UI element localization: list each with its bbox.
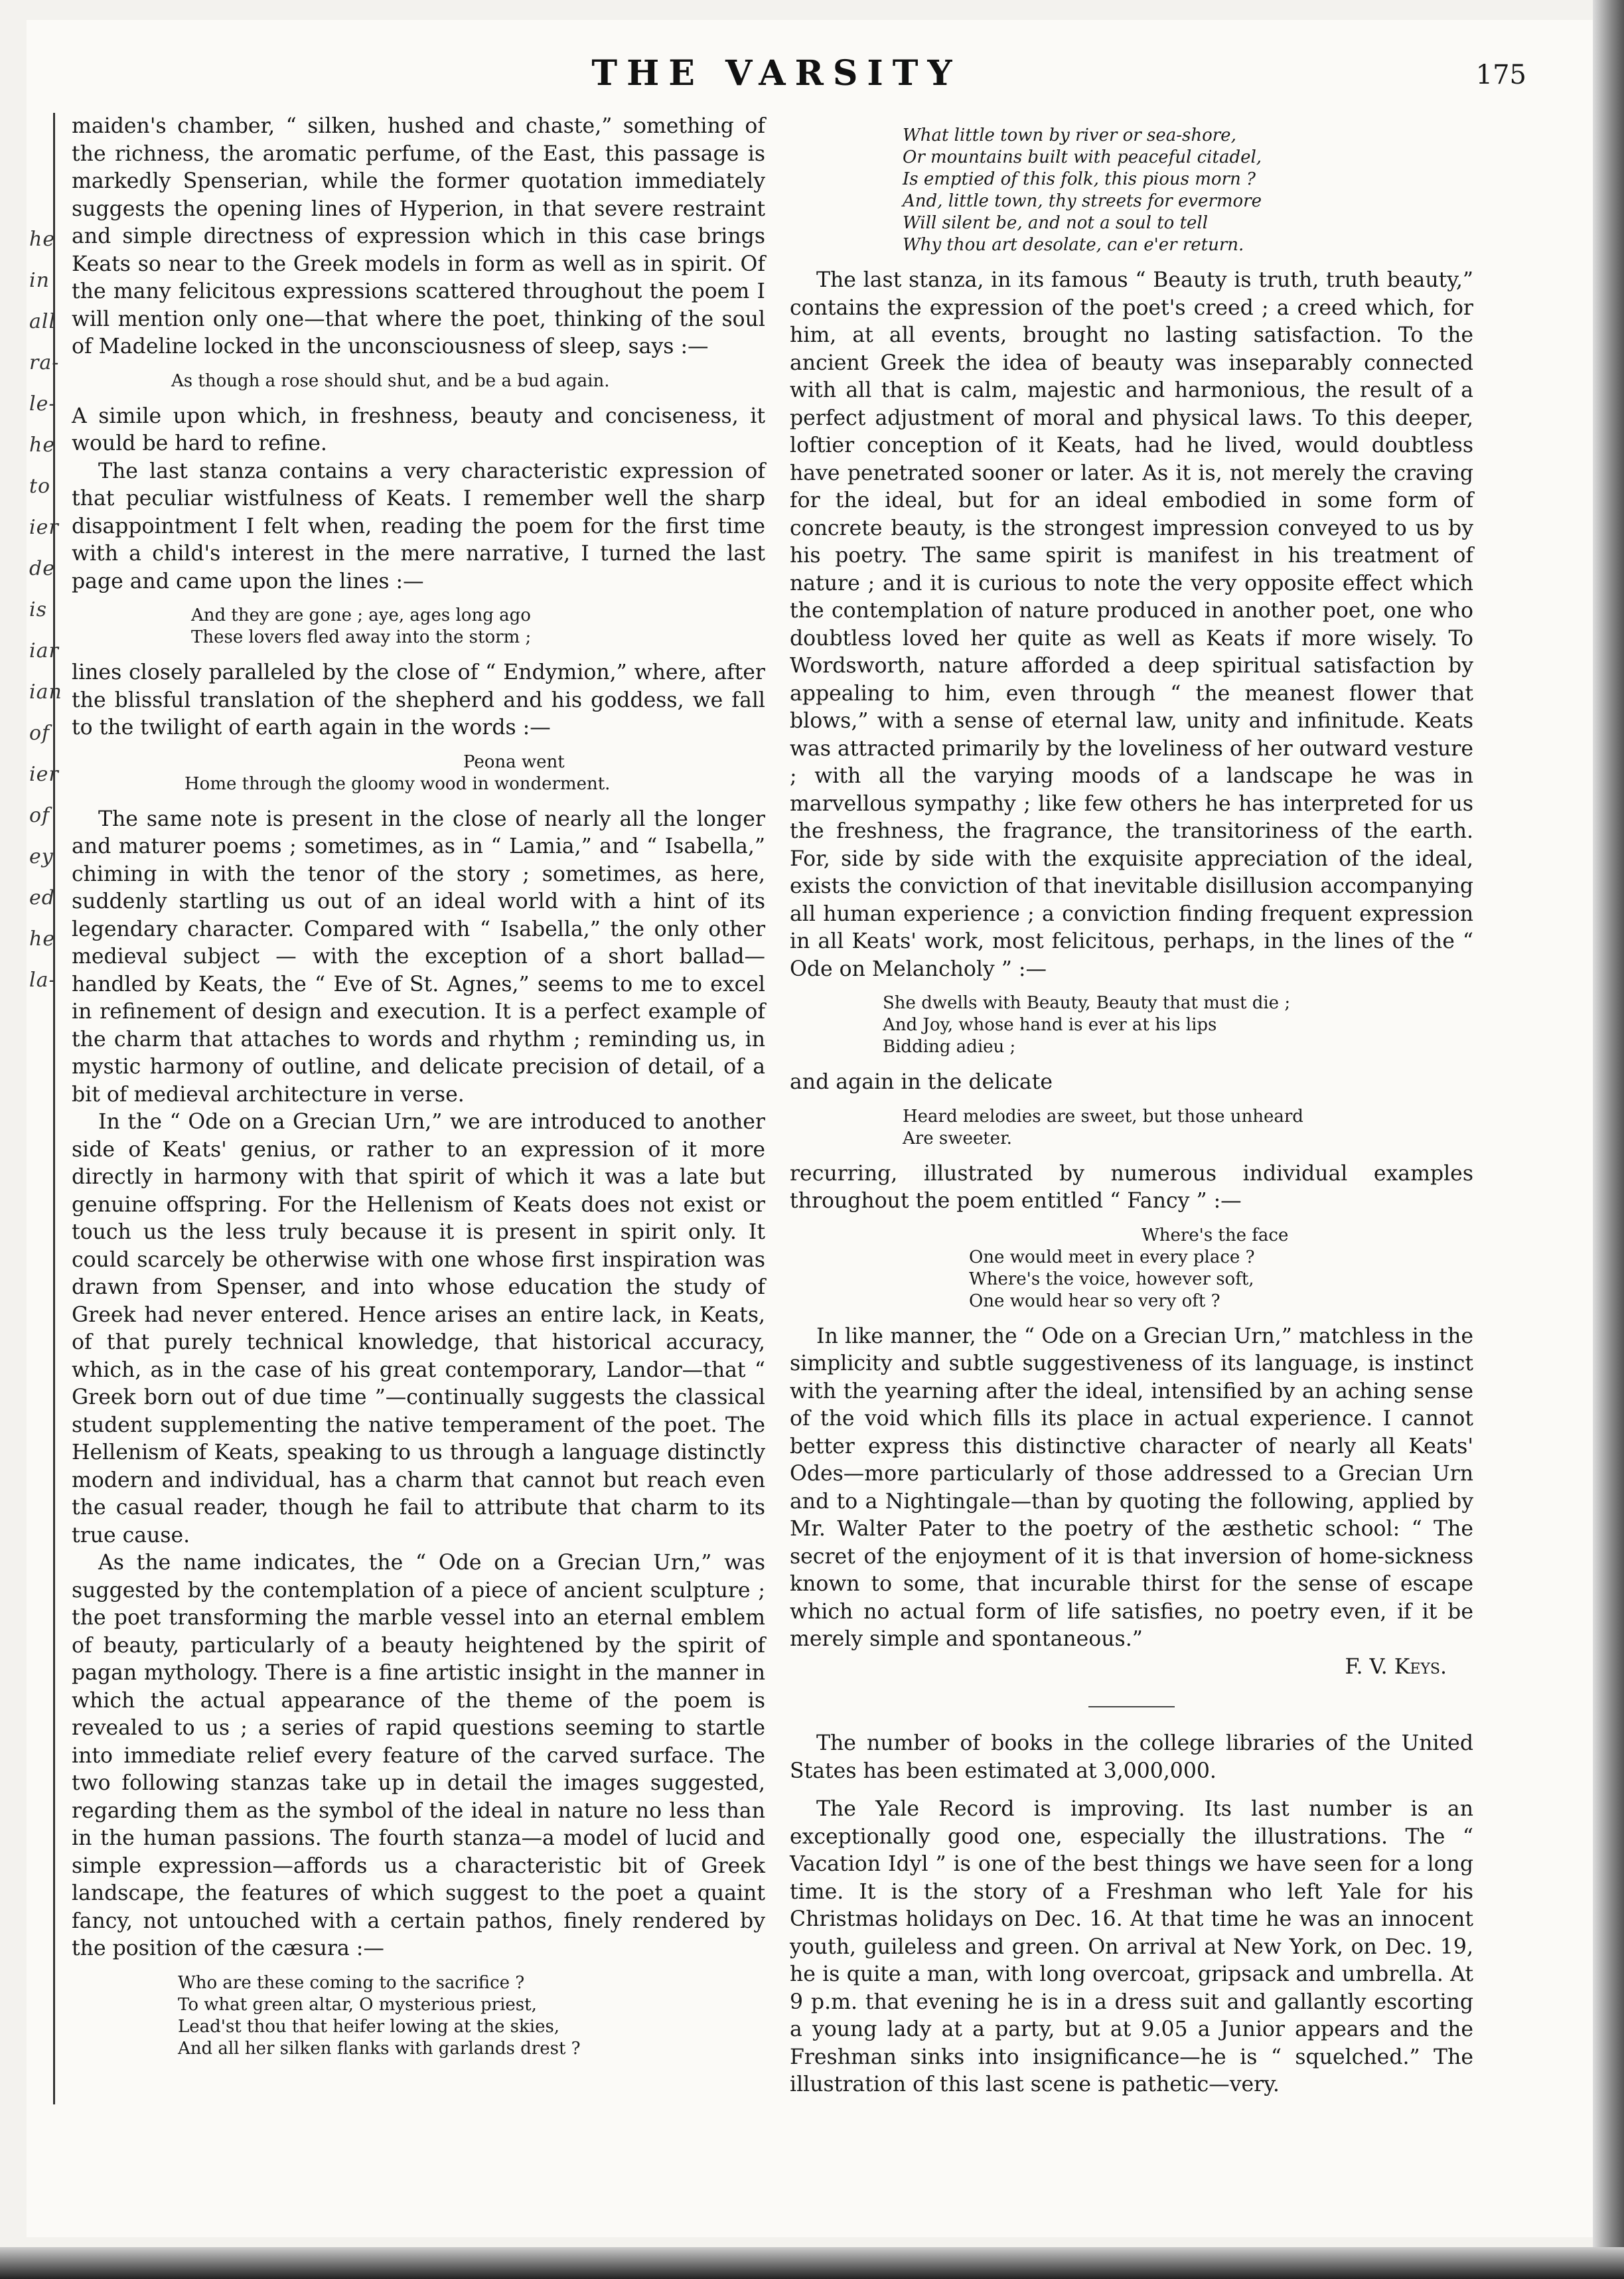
brief-item: The Yale Record is improving. Its last number is an exceptionally good one, especially the illustrations. The “ Vacation Idyl ” is one of the best things we have seen for a long time. It is the story of a Freshman who left Yale for his Christmas holidays on Dec. 16. At that time he was an innocent youth, guileless and green. On arrival at New York, on Dec. 19, he is quite a man, with long overcoat, gripsack and umbrella. At 9 p.m. that evening he is in a dress suit and gallantly escorting a young lady at a party, but at 9.05 a Junior appears and the Freshman sinks into insignificance—he is “ squelched.” The illustration of this last scene is pathetic—very. — [790, 1797, 1473, 2096]
page-bottom-shadow — [0, 2247, 1624, 2279]
verse-line: Where's the voice, however soft, — [969, 1269, 1254, 1289]
paragraph: A simile upon which, in freshness, beauty and conciseness, it would be hard to refine. — [72, 404, 765, 455]
verse-line: And all her silken flanks with garlands drest ? — [178, 2038, 581, 2059]
paragraph: lines closely paralleled by the close of “ Endymion,” where, after the blissful translation of the shepherd and his goddess, we fall to the twilight of earth again in the words :— — [72, 661, 765, 740]
news-briefs — [790, 1730, 1473, 2099]
verse-quote — [903, 125, 1473, 256]
newspaper-page — [27, 20, 1593, 2237]
brief-item: The number of books in the college libraries of the United States has been estimated at 3,000,000. — [790, 1731, 1473, 1783]
verse-line: And they are gone ; aye, ages long ago — [191, 605, 531, 625]
verse-line: One would hear so very oft ? — [969, 1291, 1220, 1311]
paragraph: The same note is present in the close of nearly all the longer and maturer poems ; sometimes, as in “ Lamia,” and “ Isabella,” chiming in with the tenor of the story ; sometimes, as here, suddenly startling us out of an ideal world with a hint of its legendary character. Compared with “ Isabella,” the only other medieval subject — with the exception of a short ballad—handled by Keats, the “ Eve of St. Agnes,” seems to me to excel in refinement of design and execution. It is a perfect example of the charm that attaches to words and rhythm ; reminding us, in mystic harmony of outline, and delicate precision of detail, of a bit of medieval architecture in verse. — [72, 807, 765, 1107]
paragraph: In the “ Ode on a Grecian Urn,” we are introduced to another side of Keats' genius, or rather to an expression of it more directly in harmony with that spirit of which it was a late but genuine offspring. For the Hellenism of Keats does not exist or touch us the less truly because it is present in spirit only. It could scarcely be otherwise with one whose first inspiration was drawn from Spenser, and into whose education the study of Greek had never entered. Hence arises an entire lack, in Keats, of that purely technical knowledge, that historical accuracy, which, as in the case of his great contemporary, Landor—that “ Greek born out of due time ”—continually suggests the classical student supplementing the native temperament of the poet. The Hellenism of Keats, speaking to us through a language distinctly modern and individual, has a charm that cannot but reach even the casual reader, though he fail to attribute that charm to its true cause. — [72, 1110, 765, 1547]
verse-line: What little town by river or sea-shore, — [903, 125, 1236, 145]
verse-line: Where's the face — [1142, 1225, 1289, 1245]
verse-line: Heard melodies are sweet, but those unheard — [903, 1106, 1303, 1127]
masthead-title: THE VARSITY — [591, 53, 962, 94]
paragraph: In like manner, the “ Ode on a Grecian Urn,” matchless in the simplicity and subtle suggestiveness of its language, is instinct with the yearning after the ideal, intensified by an aching sense of the void which fills its place in actual experience. I cannot better express this distinctive character of nearly all Keats' Odes—more particularly of those addressed to a Grecian Urn and to a Nightingale—than by quoting the following, applied by Mr. Walter Pater to the poetry of the æsthetic school: “ The secret of the enjoyment of it is that inversion of home-sickness known to some, that incurable thirst for the sense of escape which no actual form of life satisfies, no poetry even, if it be merely simple and spontaneous.” — [790, 1324, 1473, 1651]
verse-quote — [903, 1106, 1473, 1150]
binding-edge — [27, 113, 62, 2104]
verse-line: Lead'st thou that heifer lowing at the skies, — [178, 2016, 560, 2037]
verse-line: And, little town, thy streets for evermore — [903, 191, 1262, 211]
verse-line: To what green altar, O mysterious priest, — [178, 1994, 537, 2015]
verse-line: These lovers fled away into the storm ; — [191, 627, 532, 647]
paragraph: maiden's chamber, “ silken, hushed and chaste,” something of the richness, the aromatic perfume, of the East, this passage is markedly Spenserian, while the former quotation immediately suggests the opening lines of Hyperion, in that severe restraint and simple directness of expression which in this case brings Keats so near to the Greek models in form as well as in spirit. Of the many felicitous expressions scattered throughout the poem I will mention only one—that where the poet, thinking of the soul of Madeline locked in the unconsciousness of sleep, says :— — [72, 114, 765, 358]
verse-line: Home through the gloomy wood in wonderment. — [185, 773, 611, 794]
author-signature — [790, 1654, 1473, 1682]
verse-line: Why thou art desolate, can e'er return. — [903, 235, 1244, 255]
verse-quote — [185, 751, 765, 795]
page-number: 175 — [1475, 60, 1526, 90]
verse-quote — [883, 992, 1473, 1058]
verse-line: Bidding adieu ; — [883, 1037, 1016, 1057]
verse-line: Or mountains built with peaceful citadel, — [903, 147, 1262, 167]
paragraph: As the name indicates, the “ Ode on a Grecian Urn,” was suggested by the contemplation of a piece of ancient sculpture ; the poet transforming the marble vessel into an eternal emblem of beauty, particularly of a beauty heightened by the spirit of pagan mythology. There is a fine artistic insight in the manner in which the actual appearance of the theme of the poem is revealed to us ; a series of rapid questions seeming to startle into immediate relief every feature of the carved surface. The two following stanzas take up in detail the images suggested, regarding them as the symbol of the ideal in nature no less than in the human passions. The fourth stanza—a model of lucid and simple expression—affords us a characteristic bit of Greek landscape, the features of which suggest to the poet a quaint fancy, not untouched with a certain pathos, finely rendered by the position of the cæsura :— — [72, 1551, 765, 1960]
paragraph: and again in the delicate — [790, 1070, 1053, 1094]
facing-page-fragments: he in all ra- le- he to ier de is iar ian of ier of ey ed he la- — [29, 228, 62, 992]
verse-quote — [171, 370, 765, 392]
verse-line: Who are these coming to the sacrifice ? — [178, 1972, 525, 1993]
section-divider — [1088, 1706, 1175, 1707]
verse-line: She dwells with Beauty, Beauty that must die ; — [883, 993, 1291, 1013]
paragraph: The last stanza, in its famous “ Beauty is truth, truth beauty,” contains the expression of the poet's creed ; a creed which, for him, at all events, brought no lasting satisfaction. To the ancient Greek the idea of beauty was inseparably connected with all that is calm, majestic and harmonious, the result of a perfect adjustment of moral and physical laws. To this deeper, loftier conception of it Keats, had he lived, would doubtless have penetrated sooner or later. As it is, not merely the craving for the ideal, but for an ideal embodied in some form of concrete beauty, is the strongest impression conveyed to us by his poetry. The same spirit is manifest in his treatment of nature ; and it is curious to note the very opposite effect which the contemplation of nature produced in another poet, one who doubtless loved her quite as well as Keats if more wisely. To Wordsworth, nature afforded a deep spiritual satisfaction by appealing to him, even through “ the meanest flower that blows,” with a sense of eternal law, unity and infinitude. Keats was attracted primarily by the loveliness of her outward vesture ; with all the varying moods of a landscape he was in marvellous sympathy ; like few others he has interpreted for us the freshness, the fragrance, the transitoriness of the earth. For, side by side with the exquisite appreciation of the ideal, exists the conviction of that inevitable disillusion accompanying all human experience ; a conviction finding frequent expression in all Keats' work, most felicitous, perhaps, in the lines of the “ Ode on Melancholy ” :— — [790, 268, 1473, 981]
paragraph: recurring, illustrated by numerous individual examples throughout the poem entitled “ Fancy ” :— — [790, 1161, 1473, 1213]
verse-line: Is emptied of this folk, this pious morn ? — [903, 169, 1256, 189]
verse-quote — [969, 1225, 1473, 1312]
left-column — [72, 113, 765, 2071]
verse-line: Peona went — [463, 751, 565, 772]
right-column — [790, 113, 1473, 2099]
author-name: F. V. Keys. — [1345, 1654, 1447, 1679]
verse-line: Will silent be, and not a soul to tell — [903, 213, 1209, 233]
verse-line: As though a rose should shut, and be a bud again. — [171, 370, 610, 391]
verse-line: Are sweeter. — [903, 1128, 1012, 1148]
verse-quote — [178, 1972, 765, 2060]
verse-line: One would meet in every place ? — [969, 1247, 1255, 1267]
page-edge-shadow — [1593, 0, 1624, 2279]
verse-quote — [191, 605, 765, 649]
paragraph: The last stanza contains a very characteristic expression of that peculiar wistfulness of Keats. I remember well the sharp disappointment I felt when, reading the poem for the first time with a child's interest in the mere narrative, I turned the last page and came upon the lines :— — [72, 459, 765, 593]
verse-line: And Joy, whose hand is ever at his lips — [883, 1015, 1217, 1035]
